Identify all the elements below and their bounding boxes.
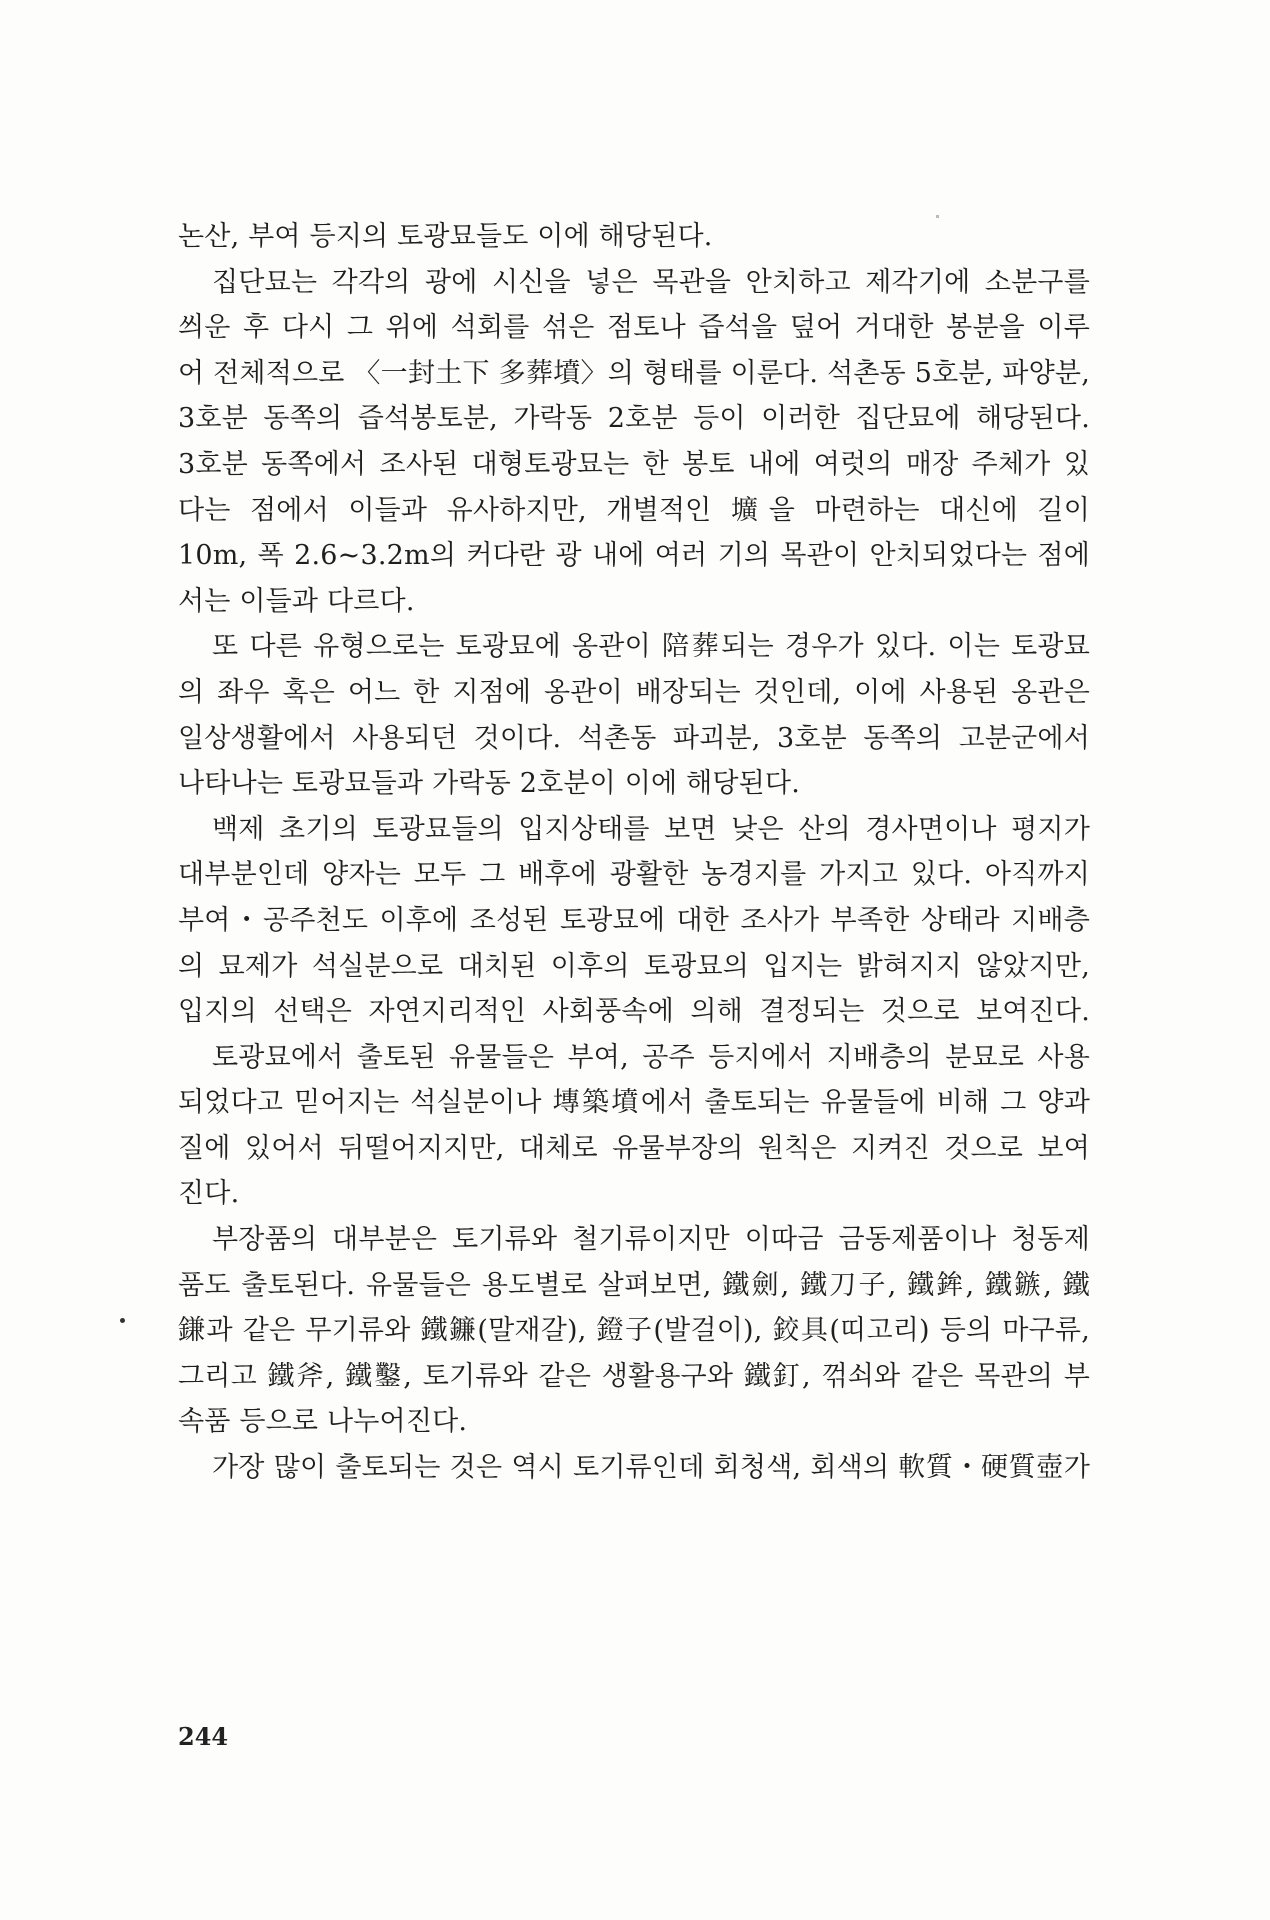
text-line: 부장품의 대부분은 토기류와 철기류이지만 이따금 금동제품이나 청동제 <box>212 1224 1090 1256</box>
text-line: 백제 초기의 토광묘들의 입지상태를 보면 낮은 산의 경사면이나 평지가 <box>212 813 1090 845</box>
text-line: 집단묘는 각각의 광에 시신을 넣은 목관을 안치하고 제각기에 소분구를 <box>212 266 1090 298</box>
text-line: 어 전체적으로 〈一封土下 多葬墳〉의 형태를 이룬다. 석촌동 5호분, 파양분, <box>178 357 1090 389</box>
text-line: 대부분인데 양자는 모두 그 배후에 광활한 농경지를 가지고 있다. 아직까지 <box>178 859 1090 891</box>
text-line: 되었다고 믿어지는 석실분이나 塼築墳에서 출토되는 유물들에 비해 그 양과 <box>178 1087 1090 1119</box>
body-text <box>178 214 1090 1491</box>
text-line: 일상생활에서 사용되던 것이다. 석촌동 파괴분, 3호분 동쪽의 고분군에서 <box>178 722 1090 754</box>
text-line: 나타나는 토광묘들과 가락동 2호분이 이에 해당된다. <box>178 768 800 800</box>
text-line: 의 좌우 혹은 어느 한 지점에 옹관이 배장되는 것인데, 이에 사용된 옹관은 <box>178 676 1090 708</box>
text-line: 또 다른 유형으로는 토광묘에 옹관이 陪葬되는 경우가 있다. 이는 토광묘 <box>212 631 1090 663</box>
margin-dot <box>120 1318 125 1323</box>
text-line: 3호분 동쪽에서 조사된 대형토광묘는 한 봉토 내에 여럿의 매장 주체가 있 <box>178 448 1090 480</box>
text-line: 10m, 폭 2.6~3.2m의 커다란 광 내에 여러 기의 목관이 안치되었다는 점에 <box>178 540 1090 572</box>
text-line: 품도 출토된다. 유물들은 용도별로 살펴보면, 鐵劍, 鐵刀子, 鐵鉾, 鐵鏃, 鐵 <box>178 1269 1090 1301</box>
text-line: 그리고 鐵斧, 鐵鑿, 토기류와 같은 생활용구와 鐵釘, 꺾쇠와 같은 목관의 부 <box>178 1360 1090 1392</box>
text-line: 입지의 선택은 자연지리적인 사회풍속에 의해 결정되는 것으로 보여진다. <box>178 996 1090 1028</box>
text-line: 속품 등으로 나누어진다. <box>178 1406 468 1438</box>
text-line: 질에 있어서 뒤떨어지지만, 대체로 유물부장의 원칙은 지켜진 것으로 보여 <box>178 1132 1090 1164</box>
text-line: 진다. <box>178 1178 240 1210</box>
text-line: 토광묘에서 출토된 유물들은 부여, 공주 등지에서 지배층의 분묘로 사용 <box>212 1041 1090 1073</box>
text-line: 논산, 부여 등지의 토광묘들도 이에 해당된다. <box>178 221 713 252</box>
text-line: 鎌과 같은 무기류와 鐵鐮(말재갈), 鐙子(발걸이), 鉸具(띠고리) 등의 마구류, <box>178 1315 1090 1347</box>
text-line: 가장 많이 출토되는 것은 역시 토기류인데 회청색, 회색의 軟質・硬質壺가 <box>212 1452 1090 1484</box>
text-line: 서는 이들과 다르다. <box>178 585 415 617</box>
text-line: 부여・공주천도 이후에 조성된 토광묘에 대한 조사가 부족한 상태라 지배층 <box>178 904 1090 936</box>
text-line: 씌운 후 다시 그 위에 석회를 섞은 점토나 즙석을 덮어 거대한 봉분을 이루 <box>178 312 1090 344</box>
text-line: 의 묘제가 석실분으로 대치된 이후의 토광묘의 입지는 밝혀지지 않았지만, <box>178 950 1090 982</box>
text-line: 3호분 동쪽의 즙석봉토분, 가락동 2호분 등이 이러한 집단묘에 해당된다. <box>178 403 1090 435</box>
page-number: 244 <box>178 1722 229 1751</box>
text-line: 다는 점에서 이들과 유사하지만, 개별적인 壙을 마련하는 대신에 길이 <box>178 494 1090 526</box>
